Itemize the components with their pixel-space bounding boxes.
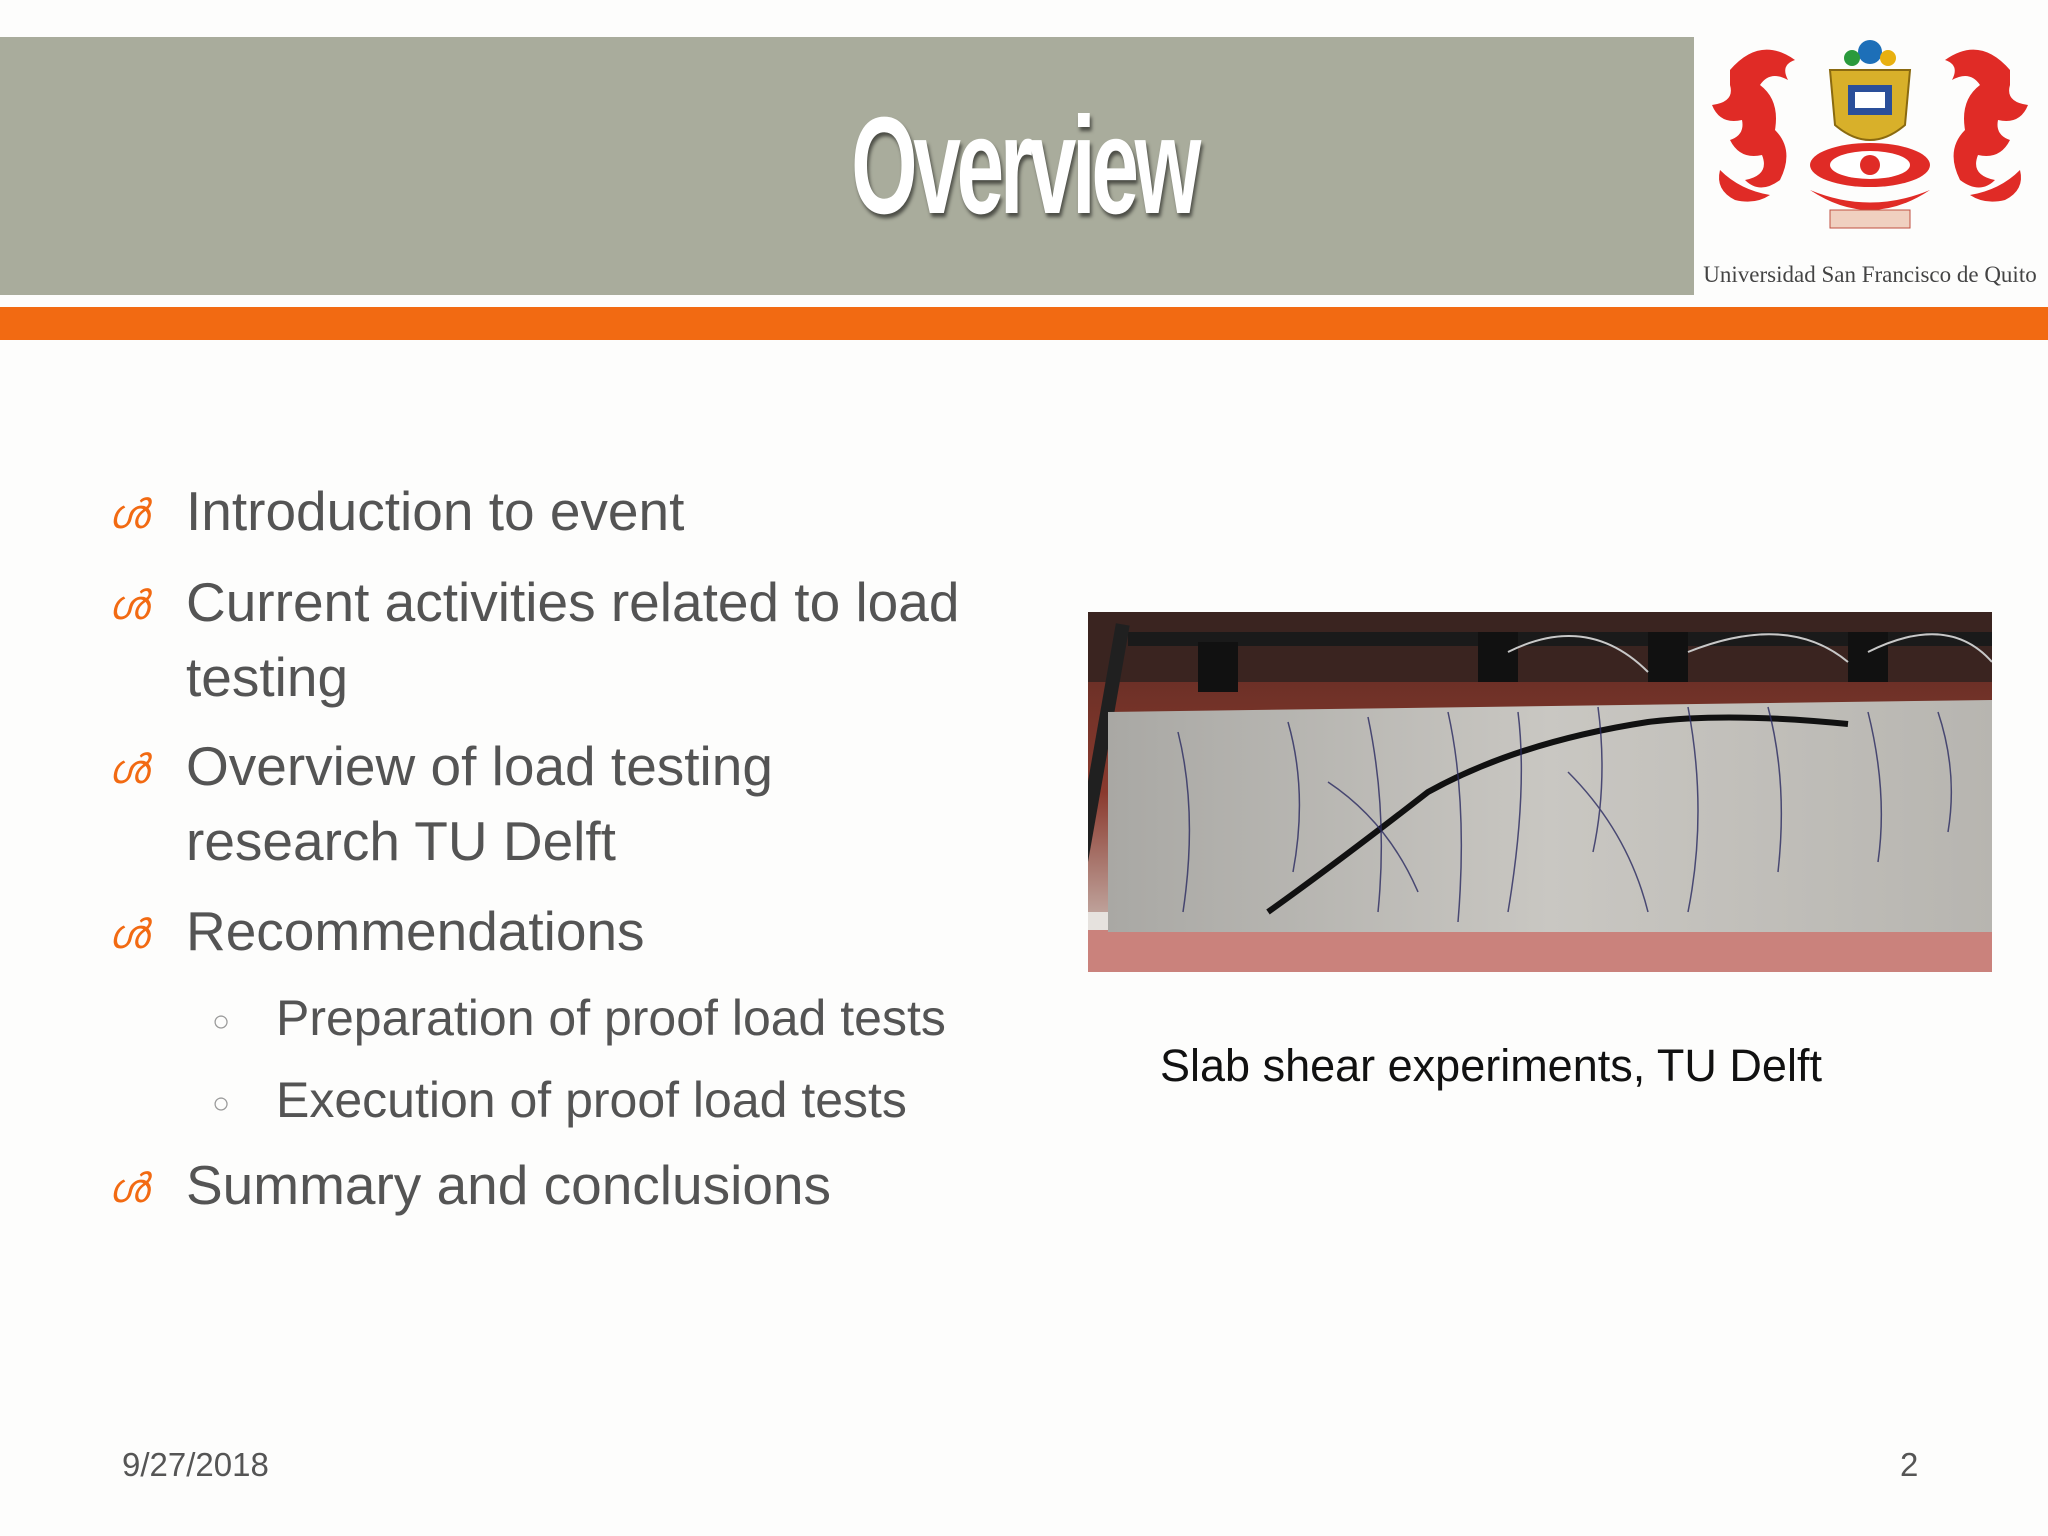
- circle-bullet-icon: ○: [212, 1005, 231, 1038]
- bullet-text: Overview of load testing: [186, 735, 773, 797]
- bullet-text-continued: testing: [186, 646, 349, 708]
- slide-title: Overview: [851, 88, 1197, 243]
- bullet-text: Recommendations: [186, 900, 645, 962]
- bullet-marker-icon: ൾ: [108, 747, 149, 793]
- bullet-marker-icon: ൾ: [108, 1166, 149, 1212]
- slab-experiment-photo: [1088, 612, 1992, 972]
- bullet-text: Summary and conclusions: [186, 1154, 832, 1216]
- page-number: 2: [1900, 1446, 1919, 1483]
- bullet-text: Introduction to event: [186, 480, 685, 542]
- sub-bullet-text: Execution of proof load tests: [276, 1072, 907, 1128]
- university-logo: [1700, 30, 2040, 300]
- footer-date: 9/27/2018: [122, 1446, 269, 1483]
- circle-bullet-icon: ○: [212, 1087, 231, 1120]
- accent-bar: [0, 307, 2048, 340]
- photo-caption: Slab shear experiments, TU Delft: [1160, 1040, 1822, 1091]
- university-name: Universidad San Francisco de Quito: [1703, 262, 2037, 287]
- bullet-marker-icon: ൾ: [108, 912, 149, 958]
- bullet-marker-icon: ൾ: [108, 583, 149, 629]
- bullet-marker-icon: ൾ: [108, 492, 149, 538]
- sub-bullet-text: Preparation of proof load tests: [276, 990, 946, 1046]
- bullet-text: Current activities related to load: [186, 571, 960, 633]
- bullet-text-continued: research TU Delft: [186, 810, 616, 872]
